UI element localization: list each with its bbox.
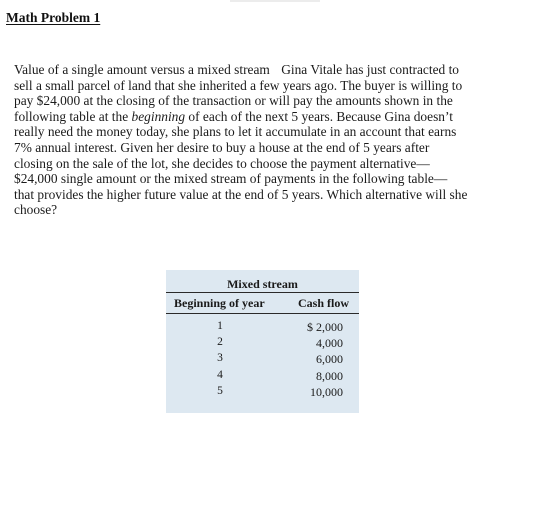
problem-line-1 <box>14 62 529 78</box>
table-caption: Mixed stream <box>227 277 298 291</box>
problem-heading: Value of a single amount versus a mixed stream <box>14 62 270 77</box>
table-cell-flow: 10,000 <box>310 385 343 399</box>
problem-line-7: closing on the sale of the lot, she decides to choose the payment alternative— <box>14 155 430 171</box>
table-cell-flow: 4,000 <box>316 336 343 350</box>
problem-line-5: really need the money today, she plans to let it accumulate in an account that earns <box>14 124 457 140</box>
table-cell-flow: 6,000 <box>316 352 343 366</box>
page-title: Math Problem 1 <box>6 10 101 25</box>
table-cell-year: 2 <box>217 336 223 348</box>
problem-emphasis: beginning <box>131 108 186 124</box>
problem-line-4-end: of each of the next 5 years. Because Gina doesn’t <box>185 108 453 124</box>
table-cell-flow: $ 2,000 <box>307 320 343 334</box>
problem-line-9: that provides the higher future value at the end of 5 years. Which alternative will she <box>14 186 468 202</box>
problem-line-3: pay $24,000 at the closing of the transaction or will pay the amounts shown in the <box>14 93 453 109</box>
table-cell-year: 3 <box>217 352 223 364</box>
problem-text <box>14 62 529 218</box>
table-cell-flow: 8,000 <box>316 369 343 383</box>
table-cell-year: 1 <box>217 320 223 332</box>
mixed-stream-table <box>166 270 359 413</box>
problem-line-10: choose? <box>14 202 58 218</box>
problem-line-4-start: following table at the <box>14 108 132 124</box>
table-rule-header <box>166 313 359 314</box>
problem-line-1-rest: Gina Vitale has just contracted to <box>277 62 460 77</box>
table-cell-year: 4 <box>217 369 223 381</box>
table-rule-top <box>166 292 359 293</box>
table-cell-year: 5 <box>217 385 223 397</box>
problem-line-4 <box>14 109 529 125</box>
problem-line-6: 7% annual interest. Given her desire to buy a house at the end of 5 years after <box>14 139 430 155</box>
column-header-year: Beginning of year <box>174 296 265 310</box>
column-header-flow: Cash flow <box>298 296 350 310</box>
top-strip <box>0 0 540 4</box>
top-strip-mark <box>230 0 320 2</box>
problem-line-8: $24,000 single amount or the mixed stream of payments in the following table— <box>14 171 448 187</box>
problem-line-2: sell a small parcel of land that she inherited a few years ago. The buyer is willing to <box>14 77 463 93</box>
